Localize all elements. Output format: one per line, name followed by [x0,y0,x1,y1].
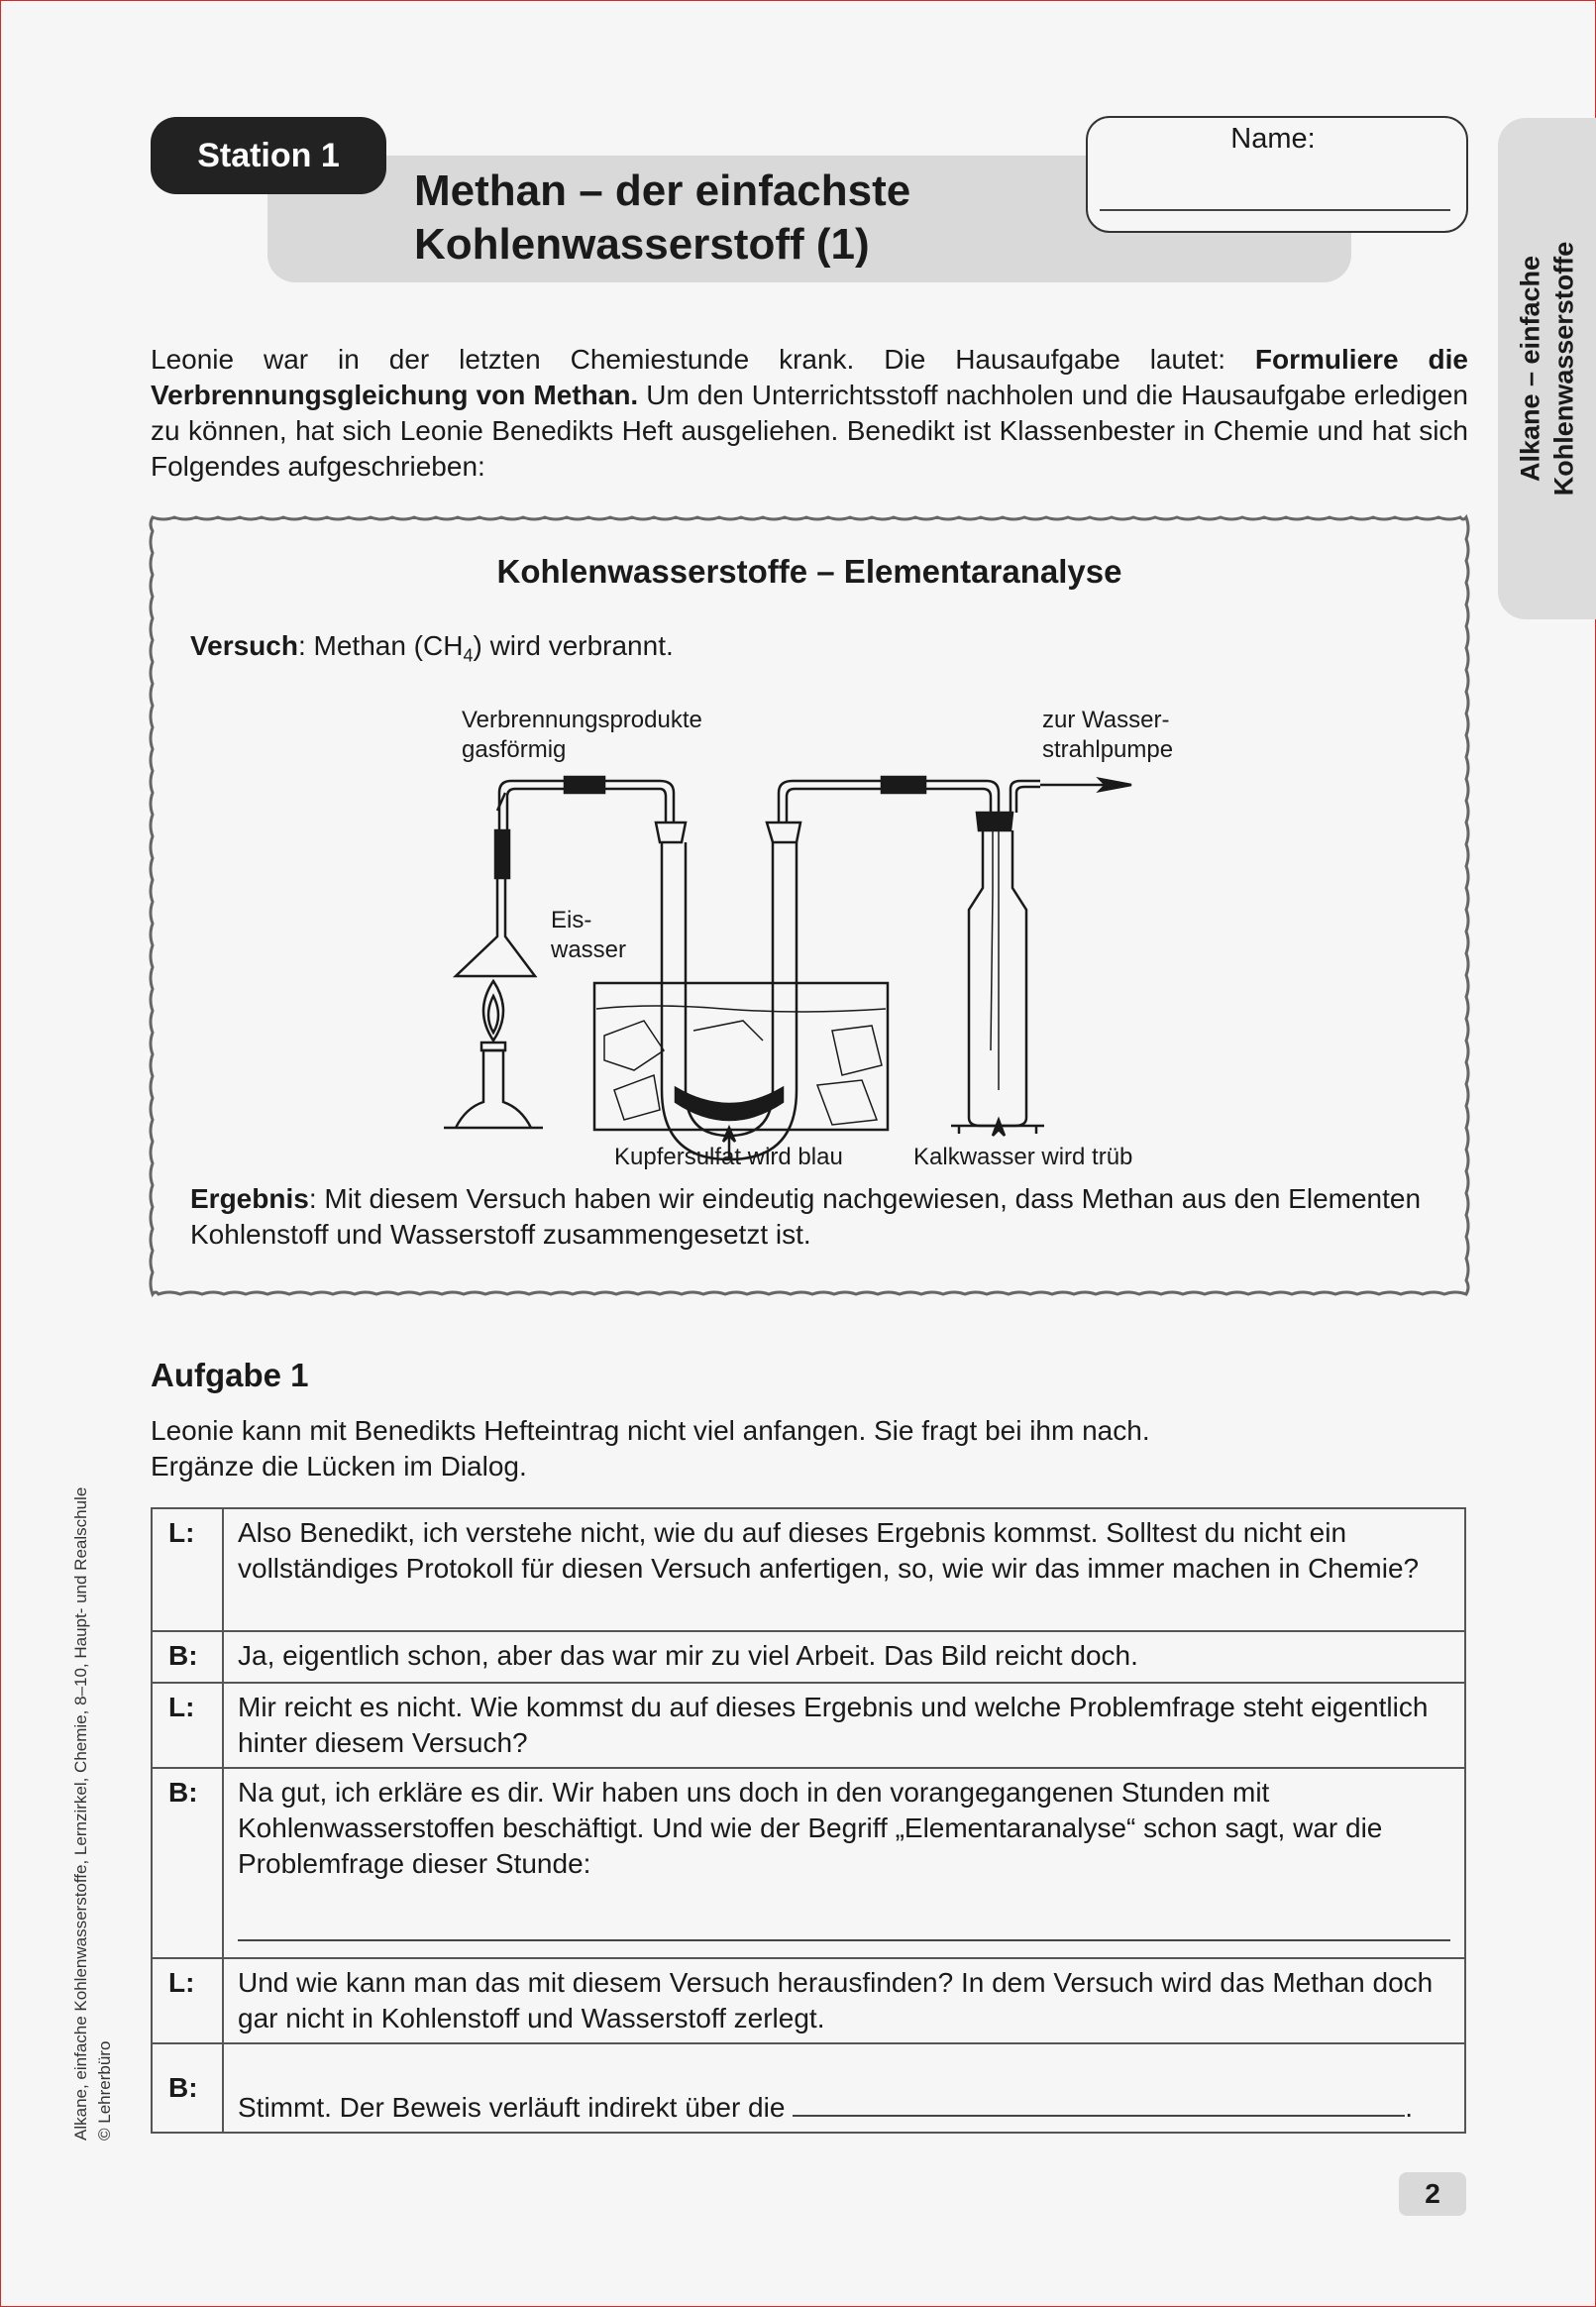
ergebnis-label: Ergebnis [190,1183,309,1214]
dialog-row [152,1768,1465,1958]
versuch-subscript: 4 [463,645,474,666]
intro-paragraph [151,342,1468,485]
apparatus-diagram [426,694,1199,1169]
dialog-text: Na gut, ich erkläre es dir. Wir haben uns doch in den vorangegangenen Stunden mit Kohlenwasserstoffen beschäftigt. Und wie der Begriff „Elementaranalyse“ schon sagt, war die Problemfrage dieser Stunde: [238,1777,1383,1879]
answer-line-problem[interactable] [238,1939,1450,1941]
intro-text-1: Leonie war in der letzten Chemiestunde krank. Die Hausaufgabe lautet: [151,344,1255,375]
label-pump-line-1: zur Wasser- [1042,707,1170,733]
versuch-line [190,630,674,667]
notebook-heading: Kohlenwasserstoffe – Elementaranalyse [496,553,1122,590]
label-combustion-products [462,706,702,765]
name-label: Name: [1230,123,1316,155]
label-ice-line-1: Eis- [551,907,592,934]
answer-line-proof[interactable] [793,2115,1405,2117]
title-line-2: Kohlenwasserstoff (1) [414,220,870,269]
dialog-row [152,1508,1465,1631]
bunsen-burner [444,981,543,1128]
label-limewater: Kalkwasser wird trüb [913,1144,1133,1170]
source-line-2: © Lehrerbüro [95,2040,114,2141]
task-line-1: Leonie kann mit Benedikts Hefteintrag nicht viel anfangen. Sie fragt bei ihm nach. [151,1415,1150,1446]
dialog-cell-problem [223,1768,1465,1958]
dialog-speaker: L: [152,1508,223,1631]
dialog-text: Und wie kann man das mit diesem Versuch herausfinden? In dem Versuch wird das Methan doch gar nicht in Kohlenstoff und Wasserstoff zerlegt. [223,1958,1465,2043]
label-pump-line-2: strahlpumpe [1042,736,1174,763]
dialog-text: Ja, eigentlich schon, aber das war mir zu viel Arbeit. Das Bild reicht doch. [223,1631,1465,1683]
dialog-row [152,1958,1465,2043]
side-tab-line-1: Alkane – einfache [1515,255,1545,483]
dialog-text: Mir reicht es nicht. Wie kommst du auf dieses Ergebnis und welche Problemfrage steht eigentlich hinter diesem Versuch? [223,1683,1465,1768]
ergebnis-paragraph [190,1181,1429,1253]
wash-bottle [951,779,1131,1136]
task-line-2: Ergänze die Lücken im Dialog. [151,1451,527,1482]
side-tab-text [1498,118,1596,619]
dialog-row [152,1631,1465,1683]
page-number: 2 [1399,2172,1466,2216]
label-water-pump [1042,706,1173,765]
label-ice-line-2: wasser [551,936,627,963]
dialog-speaker: B: [152,1768,223,1958]
title-line-1: Methan – der einfachste [414,166,911,215]
intro-task: Formuliere die Verbrennungsgleichung von Methan. [151,344,1469,410]
label-ice-water [551,906,626,965]
dialog-table [151,1507,1466,2134]
ice-beaker [594,983,888,1159]
intro-text-2: Um den Unterrichtsstoff nachholen und die Hausaufgabe erledigen zu können, hat sich Leonie Benedikts Heft ausgeliehen. Benedikt ist Klassenbester in Chemie und hat sich Folgendes aufgeschrieben: [151,380,1468,482]
label-products-line-2: gasförmig [462,736,567,763]
versuch-label: Versuch [190,630,298,661]
dialog-speaker: L: [152,1683,223,1768]
page-title [414,165,1127,272]
dialog-speaker: L: [152,1958,223,2043]
name-field[interactable] [1100,209,1450,211]
dialog-cell-proof [223,2043,1465,2133]
side-tab-line-2: Kohlenwasserstoffe [1548,241,1579,496]
dialog-text: Stimmt. Der Beweis verläuft indirekt über die [238,2092,786,2123]
dialog-end-period: . [1405,2092,1413,2123]
label-products-line-1: Verbrennungsprodukte [462,707,702,733]
station-badge: Station 1 [151,117,386,194]
source-line-1: Alkane, einfache Kohlenwasserstoffe, Lernzirkel, Chemie, 8–10, Haupt- und Realschule [71,1486,90,2141]
label-copper-sulfate: Kupfersulfat wird blau [614,1144,843,1170]
versuch-text-1: : Methan (CH [297,630,464,661]
dialog-row [152,2043,1465,2133]
dialog-row [152,1683,1465,1768]
dialog-speaker: B: [152,1631,223,1683]
versuch-text-2: ) wird verbrannt. [473,630,674,661]
ergebnis-text: : Mit diesem Versuch haben wir eindeutig nachgewiesen, dass Methan aus den Elementen Kohlenstoff und Wasserstoff zusammengesetzt ist. [190,1183,1422,1250]
dialog-speaker: B: [152,2043,223,2133]
dialog-text: Also Benedikt, ich verstehe nicht, wie du auf dieses Ergebnis kommst. Solltest du nicht ein vollständiges Protokoll für diesen Versuch anfertigen, so, wie wir das immer machen in Chemie? [223,1508,1465,1631]
task-heading: Aufgabe 1 [151,1357,309,1393]
task-instructions [151,1413,1458,1484]
